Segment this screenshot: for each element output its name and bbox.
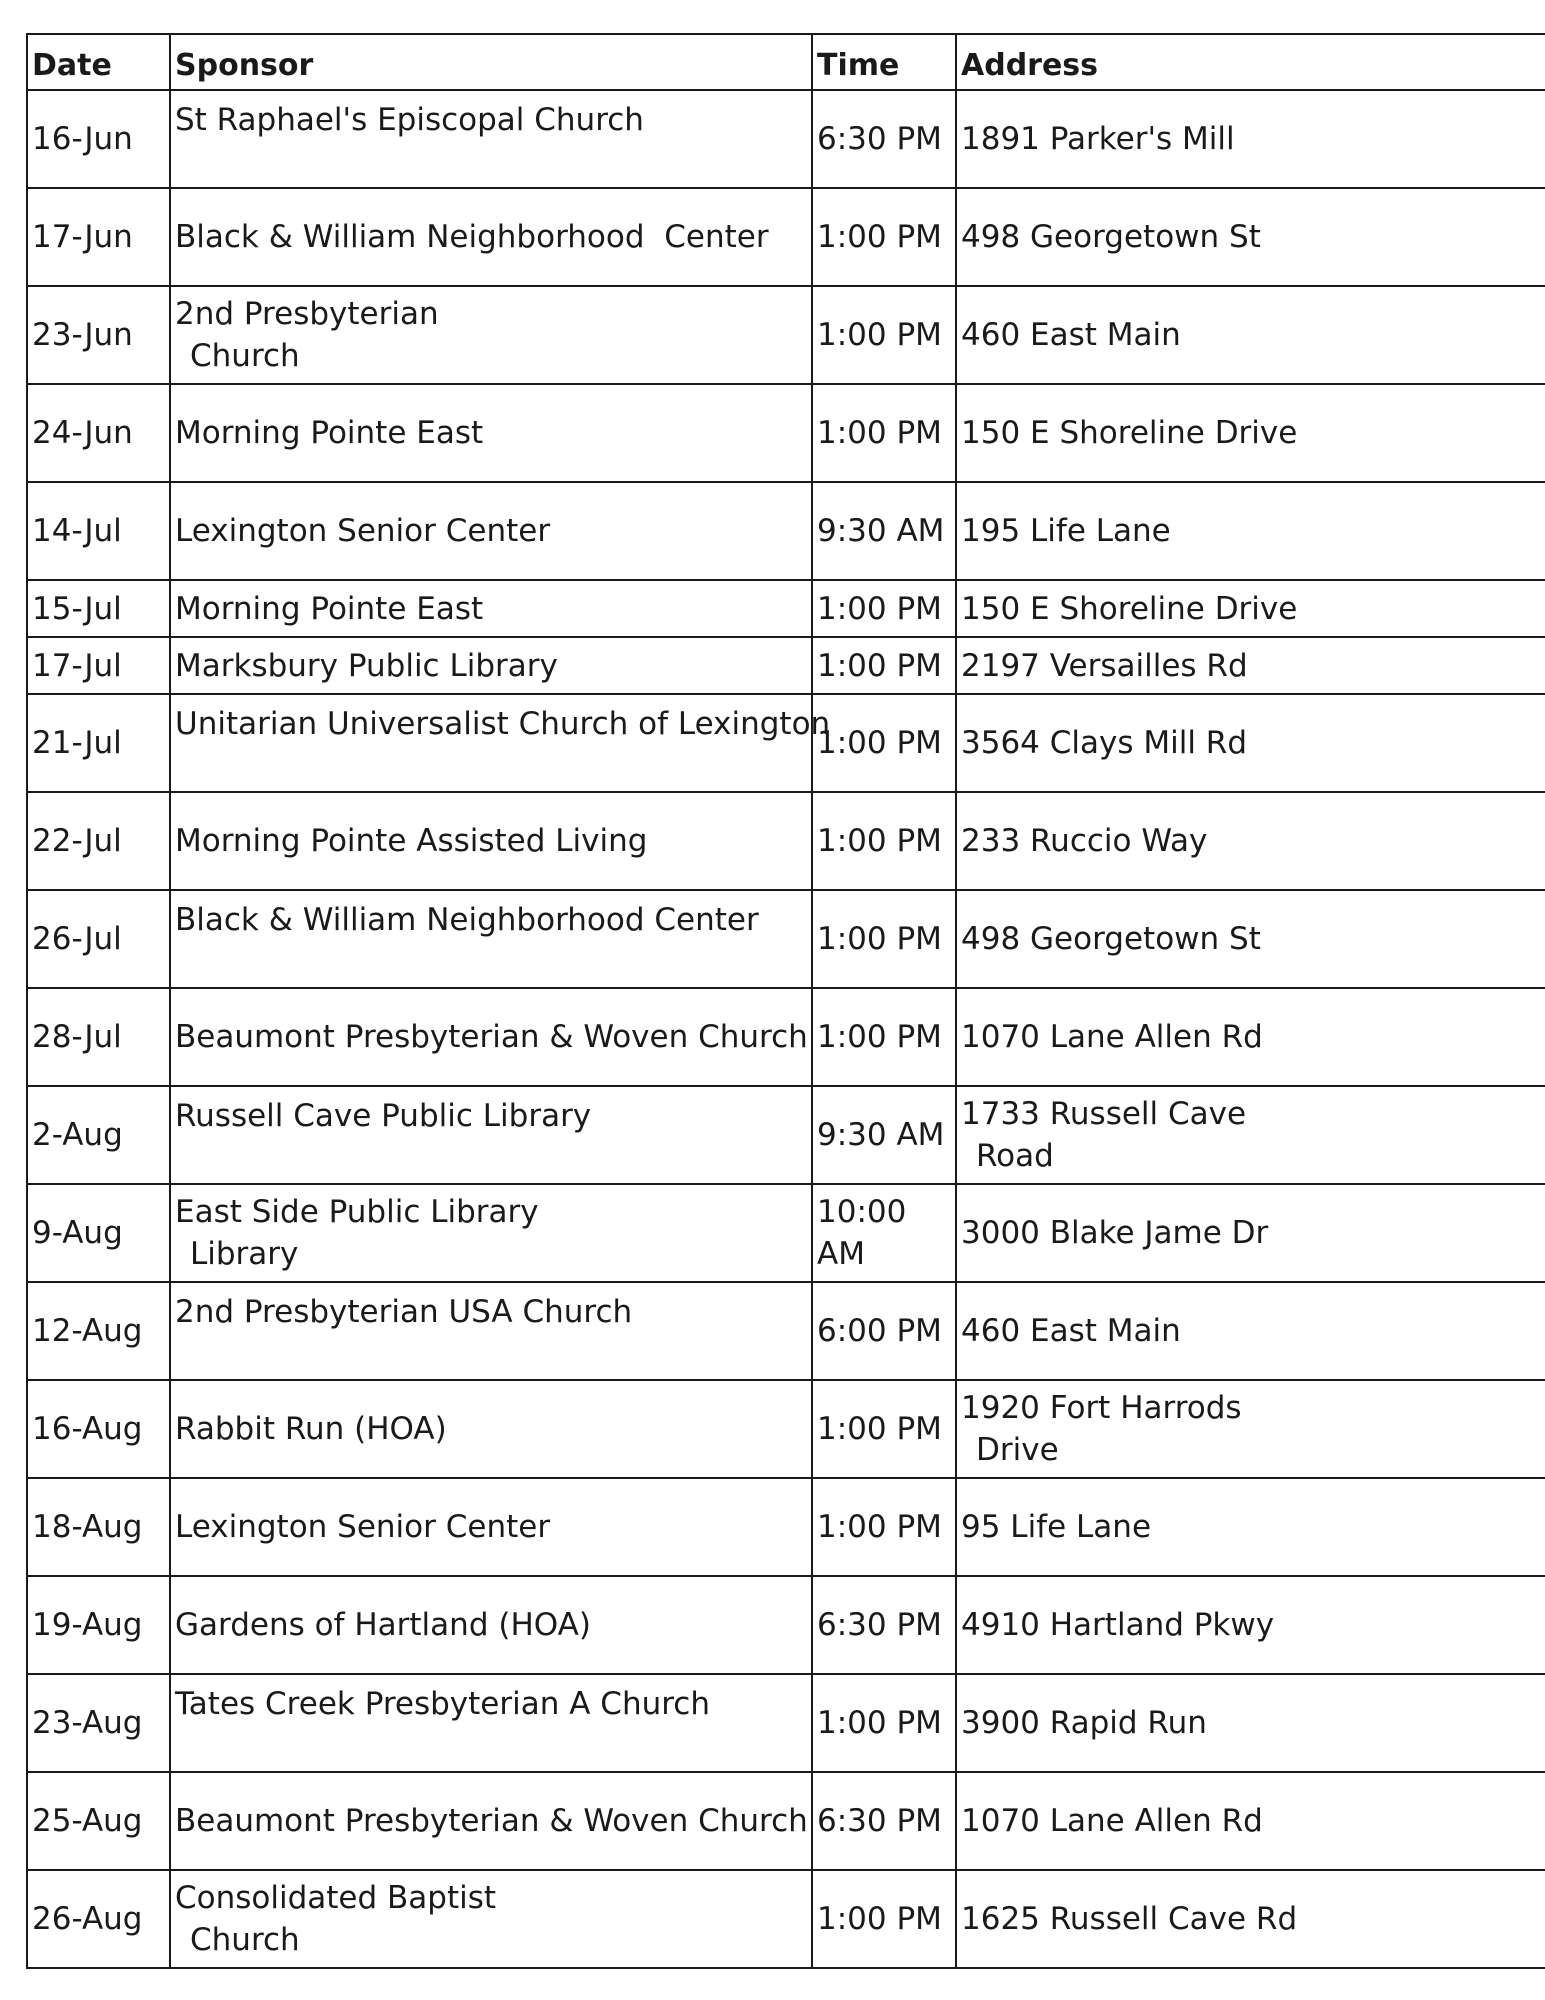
sponsor-cell [170, 1870, 812, 1968]
table-row [27, 1478, 1545, 1576]
table-row [27, 637, 1545, 694]
time-cell: 6:00 PM [812, 1282, 956, 1380]
table-row [27, 1184, 1545, 1282]
sponsor-cell: Beaumont Presbyterian & Woven Church [170, 1772, 812, 1870]
time-cell: 10:00 AM [812, 1184, 956, 1282]
sponsor-cell: Marksbury Public Library [170, 637, 812, 694]
date-cell: 16-Aug [27, 1380, 170, 1478]
sponsor-cell [170, 188, 812, 286]
table-row [27, 890, 1545, 988]
sponsor-text-continued: Church [190, 1922, 300, 1958]
time-column-header: Time [812, 34, 956, 90]
address-cell: 150 E Shoreline Drive [956, 580, 1545, 637]
address-cell: 1070 Lane Allen Rd [956, 988, 1545, 1086]
schedule-table [26, 33, 1545, 1969]
table-row [27, 1576, 1545, 1674]
address-cell: 3900 Rapid Run [956, 1674, 1545, 1772]
date-cell: 23-Aug [27, 1674, 170, 1772]
date-cell: 14-Jul [27, 482, 170, 580]
time-cell: 1:00 PM [812, 890, 956, 988]
time-cell: 1:00 PM [812, 1380, 956, 1478]
date-cell: 26-Aug [27, 1870, 170, 1968]
sponsor-cell: Black & William Neighborhood Center [170, 890, 812, 988]
date-cell: 25-Aug [27, 1772, 170, 1870]
address-text: 1733 Russell Cave [961, 1096, 1247, 1132]
address-cell [956, 1380, 1545, 1478]
address-cell: 1891 Parker's Mill [956, 90, 1545, 188]
table-row [27, 988, 1545, 1086]
time-cell: 1:00 PM [812, 637, 956, 694]
sponsor-text: Consolidated Baptist [175, 1880, 497, 1916]
date-cell: 17-Jun [27, 188, 170, 286]
date-cell: 26-Jul [27, 890, 170, 988]
sponsor-text-continued: Library [190, 1236, 299, 1272]
sponsor-cell [170, 286, 812, 384]
address-cell: 1070 Lane Allen Rd [956, 1772, 1545, 1870]
sponsor-text-continued: Church [190, 338, 300, 374]
sponsor-cell: St Raphael's Episcopal Church [170, 90, 812, 188]
time-cell: 6:30 PM [812, 1576, 956, 1674]
time-cell: 1:00 PM [812, 188, 956, 286]
table-row [27, 482, 1545, 580]
address-cell: 2197 Versailles Rd [956, 637, 1545, 694]
time-cell: 9:30 AM [812, 1086, 956, 1184]
time-cell: 1:00 PM [812, 286, 956, 384]
sponsor-cell: Gardens of Hartland (HOA) [170, 1576, 812, 1674]
time-cell: 1:00 PM [812, 988, 956, 1086]
address-cell: 95 Life Lane [956, 1478, 1545, 1576]
table-row [27, 1282, 1545, 1380]
sponsor-cell: Morning Pointe Assisted Living [170, 792, 812, 890]
date-cell: 2-Aug [27, 1086, 170, 1184]
sponsor-text: Black & William Neighborhood Center [175, 219, 769, 255]
time-cell: 1:00 PM [812, 694, 956, 792]
date-cell: 22-Jul [27, 792, 170, 890]
address-cell: 460 East Main [956, 286, 1545, 384]
time-cell: 6:30 PM [812, 1772, 956, 1870]
sponsor-cell: Unitarian Universalist Church of Lexington [170, 694, 812, 792]
address-cell: 4910 Hartland Pkwy [956, 1576, 1545, 1674]
time-cell: 9:30 AM [812, 482, 956, 580]
address-cell: 195 Life Lane [956, 482, 1545, 580]
date-cell: 17-Jul [27, 637, 170, 694]
date-cell: 28-Jul [27, 988, 170, 1086]
address-cell: 460 East Main [956, 1282, 1545, 1380]
table-row [27, 188, 1545, 286]
sponsor-cell: Tates Creek Presbyterian A Church [170, 1674, 812, 1772]
time-cell: 6:30 PM [812, 90, 956, 188]
sponsor-cell [170, 1184, 812, 1282]
table-row [27, 286, 1545, 384]
header-row [27, 34, 1545, 90]
sponsor-cell: Morning Pointe East [170, 384, 812, 482]
sponsor-cell: Rabbit Run (HOA) [170, 1380, 812, 1478]
date-cell: 16-Jun [27, 90, 170, 188]
time-cell: 1:00 PM [812, 1870, 956, 1968]
table-row [27, 1674, 1545, 1772]
date-cell: 21-Jul [27, 694, 170, 792]
sponsor-cell: Russell Cave Public Library [170, 1086, 812, 1184]
time-cell: 1:00 PM [812, 384, 956, 482]
date-column-header: Date [27, 34, 170, 90]
table-row [27, 580, 1545, 637]
table-row [27, 1086, 1545, 1184]
address-text: 1920 Fort Harrods [961, 1390, 1242, 1426]
address-text-continued: Road [976, 1138, 1054, 1174]
sponsor-cell: Lexington Senior Center [170, 1478, 812, 1576]
date-cell: 18-Aug [27, 1478, 170, 1576]
table-row [27, 1772, 1545, 1870]
table-row [27, 792, 1545, 890]
address-text-continued: Drive [976, 1432, 1059, 1468]
sponsor-cell: Morning Pointe East [170, 580, 812, 637]
table-row [27, 1380, 1545, 1478]
address-cell: 150 E Shoreline Drive [956, 384, 1545, 482]
date-cell: 19-Aug [27, 1576, 170, 1674]
sponsor-cell: Beaumont Presbyterian & Woven Church [170, 988, 812, 1086]
address-cell: 233 Ruccio Way [956, 792, 1545, 890]
sponsor-text: East Side Public Library [175, 1194, 539, 1230]
table-row [27, 384, 1545, 482]
sponsor-text: 2nd Presbyterian [175, 296, 439, 332]
address-cell: 1625 Russell Cave Rd [956, 1870, 1545, 1968]
address-cell: 498 Georgetown St [956, 890, 1545, 988]
sponsor-column-header: Sponsor [170, 34, 812, 90]
date-cell: 12-Aug [27, 1282, 170, 1380]
time-cell: 1:00 PM [812, 1674, 956, 1772]
table-row [27, 694, 1545, 792]
time-cell: 1:00 PM [812, 580, 956, 637]
sponsor-cell: 2nd Presbyterian USA Church [170, 1282, 812, 1380]
date-cell: 23-Jun [27, 286, 170, 384]
address-cell [956, 1086, 1545, 1184]
table-row [27, 1870, 1545, 1968]
date-cell: 24-Jun [27, 384, 170, 482]
date-cell: 15-Jul [27, 580, 170, 637]
address-cell: 3000 Blake Jame Dr [956, 1184, 1545, 1282]
time-cell: 1:00 PM [812, 1478, 956, 1576]
table-row [27, 90, 1545, 188]
date-cell: 9-Aug [27, 1184, 170, 1282]
sponsor-cell: Lexington Senior Center [170, 482, 812, 580]
address-cell: 3564 Clays Mill Rd [956, 694, 1545, 792]
time-cell: 1:00 PM [812, 792, 956, 890]
address-cell: 498 Georgetown St [956, 188, 1545, 286]
address-column-header: Address [956, 34, 1545, 90]
